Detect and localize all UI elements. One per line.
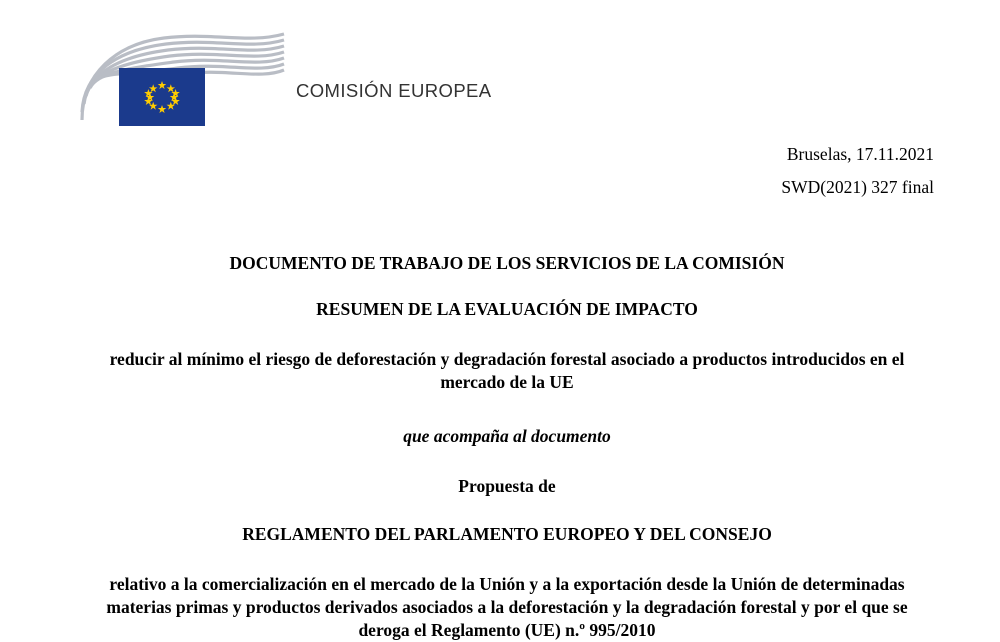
title-subject: reducir al mínimo el riesgo de deforestación y degradación forestal asociado a productos introducidos en el mercado de la UE (109, 349, 905, 392)
eu-logo (78, 28, 288, 130)
title-scope: relativo a la comercialización en el mercado de la Unión y a la exportación desde la Unión de determinadas materias primas y productos derivados asociados a la deforestación y la degradación forestal y por el que se deroga el Reglamento (UE) n.º 995/2010 (106, 574, 908, 640)
title-accompanying: que acompaña al documento (403, 426, 611, 446)
title-line-2: RESUMEN DE LA EVALUACIÓN DE IMPACTO (316, 299, 698, 319)
eu-flag-icon (120, 69, 204, 125)
place-and-date: Bruselas, 17.11.2021 (786, 144, 934, 164)
document-header (78, 28, 492, 130)
title-instrument: REGLAMENTO DEL PARLAMENTO EUROPEO Y DEL CONSEJO (242, 524, 772, 544)
document-code: SWD(2021) 327 final (781, 177, 934, 197)
title-line-1: DOCUMENTO DE TRABAJO DE LOS SERVICIOS DE LA COMISIÓN (229, 253, 785, 273)
document-title-block (78, 252, 936, 642)
commission-name: COMISIÓN EUROPEA (296, 80, 492, 101)
document-meta (781, 138, 934, 204)
title-proposal: Propuesta de (458, 476, 556, 496)
